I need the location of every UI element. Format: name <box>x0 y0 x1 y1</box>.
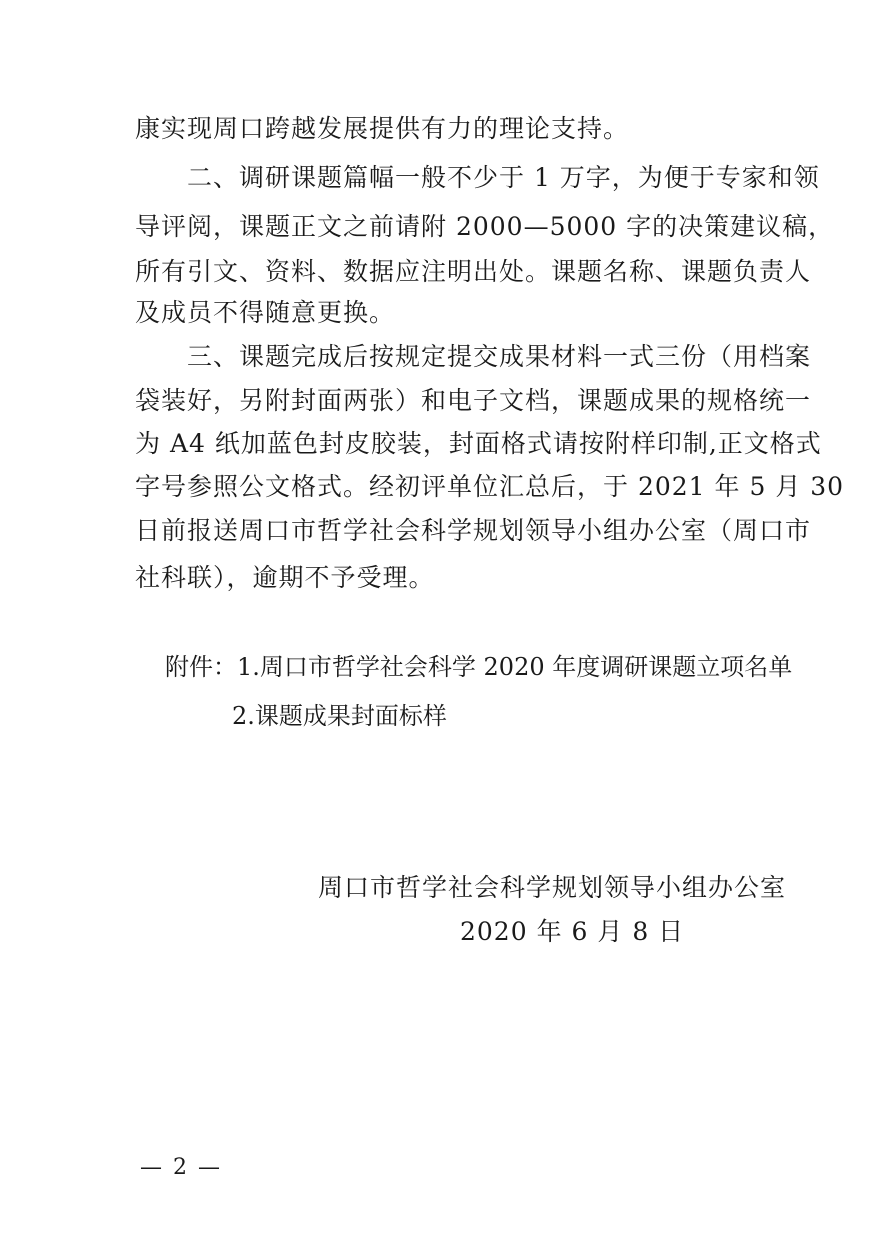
attachment-item-1: 附件：1.周口市哲学社会科学 2020 年度调研课题立项名单 <box>165 653 793 681</box>
body-line: 社科联），逾期不予受理。 <box>135 563 435 592</box>
body-line: 为 A4 纸加蓝色封皮胶装，封面格式请按附样印制,正文格式 <box>135 429 822 458</box>
body-line: 二、调研课题篇幅一般不少于 1 万字，为便于专家和领 <box>135 163 820 192</box>
body-line: 导评阅，课题正文之前请附 2000—5000 字的决策建议稿， <box>135 212 835 241</box>
attachment-item-2: 2.课题成果封面标样 <box>232 702 447 730</box>
body-line: 日前报送周口市哲学社会科学规划领导小组办公室（周口市 <box>135 516 812 545</box>
signature-organization: 周口市哲学社会科学规划领导小组办公室 <box>318 873 787 902</box>
body-line: 康实现周口跨越发展提供有力的理论支持。 <box>135 114 630 143</box>
body-line: 及成员不得随意更换。 <box>135 298 396 327</box>
signature-date: 2020 年 6 月 8 日 <box>460 917 685 946</box>
body-line: 三、课题完成后按规定提交成果材料一式三份（用档案 <box>135 342 812 371</box>
body-line: 所有引文、资料、数据应注明出处。课题名称、课题负责人 <box>135 257 812 286</box>
body-line: 袋装好，另附封面两张）和电子文档，课题成果的规格统一 <box>135 386 812 415</box>
page-number: — 2 — <box>140 1155 222 1180</box>
body-line: 字号参照公文格式。经初评单位汇总后，于 2021 年 5 月 30 <box>135 472 845 501</box>
